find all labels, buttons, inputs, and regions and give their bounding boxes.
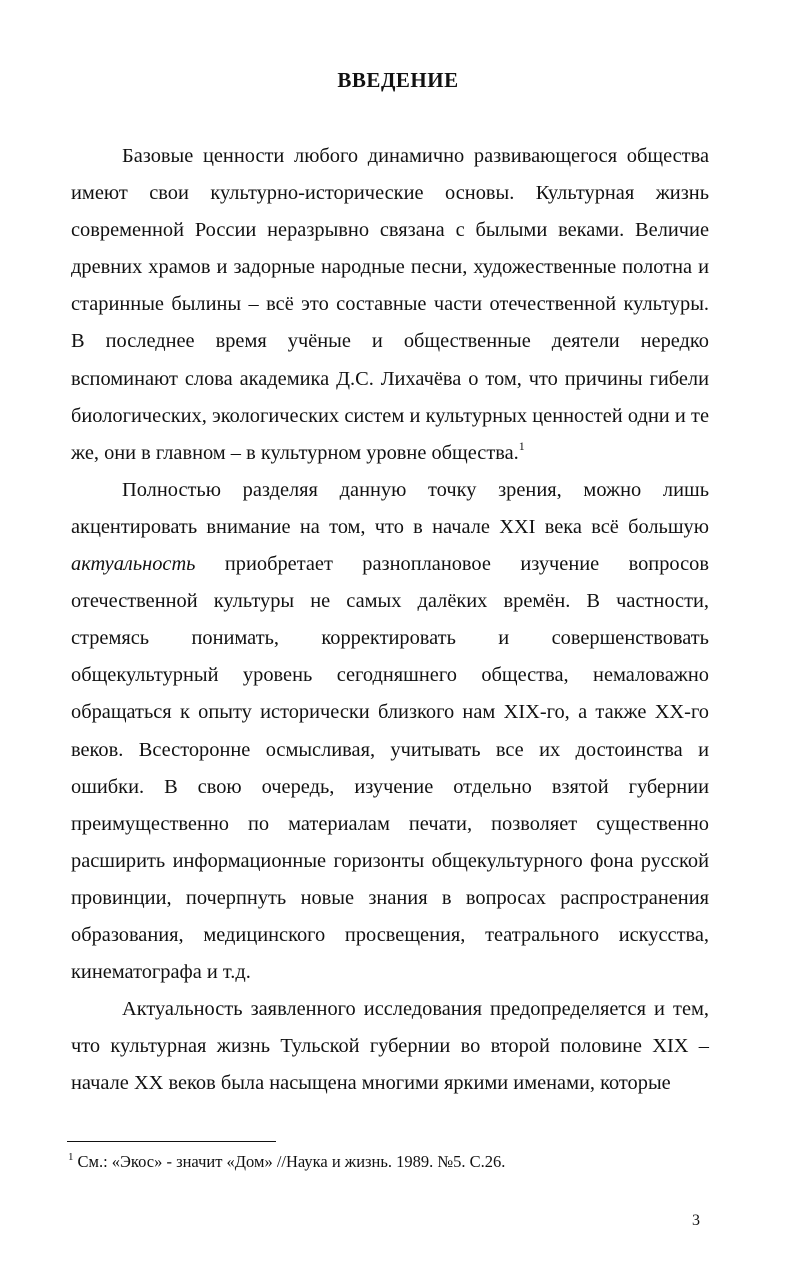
footnote-reference: 1 [518, 438, 525, 453]
emphasis-text: актуальность [71, 553, 196, 576]
paragraph-3 [71, 991, 709, 1102]
paragraph-2-text-start: Полностью разделяя данную точку зрения, можно лишь акцентировать внимание на том, что в начале XXI века всё большую [71, 478, 709, 538]
body-text [71, 138, 709, 1102]
page-title: ВВЕДЕНИЕ [337, 68, 459, 92]
page-number: 3 [692, 1212, 700, 1229]
footnote-rule [67, 1141, 276, 1142]
footnote-marker: 1 [68, 1151, 74, 1163]
paragraph-2 [71, 472, 709, 991]
paragraph-1 [71, 138, 709, 472]
footnote-text: См.: «Экос» - значит «Дом» //Наука и жизнь. 1989. №5. С.26. [77, 1152, 506, 1171]
footnote [68, 1151, 505, 1173]
paragraph-1-text: Базовые ценности любого динамично развивающегося общества имеют свои культурно-исторические основы. Культурная жизнь современной России неразрывно связана с былыми веками. Величие древних храмов и задорные народные песни, художественные полотна и старинные былины – всё это составные части отечественной культуры. В последнее время учёные и общественные деятели нередко вспоминают слова академика Д.С. Лихачёва о том, что причины гибели биологических, экологических систем и культурных ценностей одни и те же, они в главном – в культурном уровне общества. [71, 145, 709, 464]
paragraph-2-text-end: приобретает разноплановое изучение вопросов отечественной культуры не самых далёких времён. В частности, стремясь понимать, корректировать и совершенствовать общекультурный уровень сегодняшнего общества, немаловажно обращаться к опыту исторически близкого нам XIX-го, а также XX-го веков. Всесторонне осмысливая, учитывать все их достоинства и ошибки. В свою очередь, изучение отдельно взятой губернии преимущественно по материалам печати, позволяет существенно расширить информационные горизонты общекультурного фона русской провинции, почерпнуть новые знания в вопросах распространения образования, медицинского просвещения, театрального искусства, кинематографа и т.д. [71, 553, 709, 984]
paragraph-3-text: Актуальность заявленного исследования предопределяется и тем, что культурная жизнь Тульской губернии во второй половине XIX – начале XX веков была насыщена многими яркими именами, которые [71, 998, 709, 1095]
